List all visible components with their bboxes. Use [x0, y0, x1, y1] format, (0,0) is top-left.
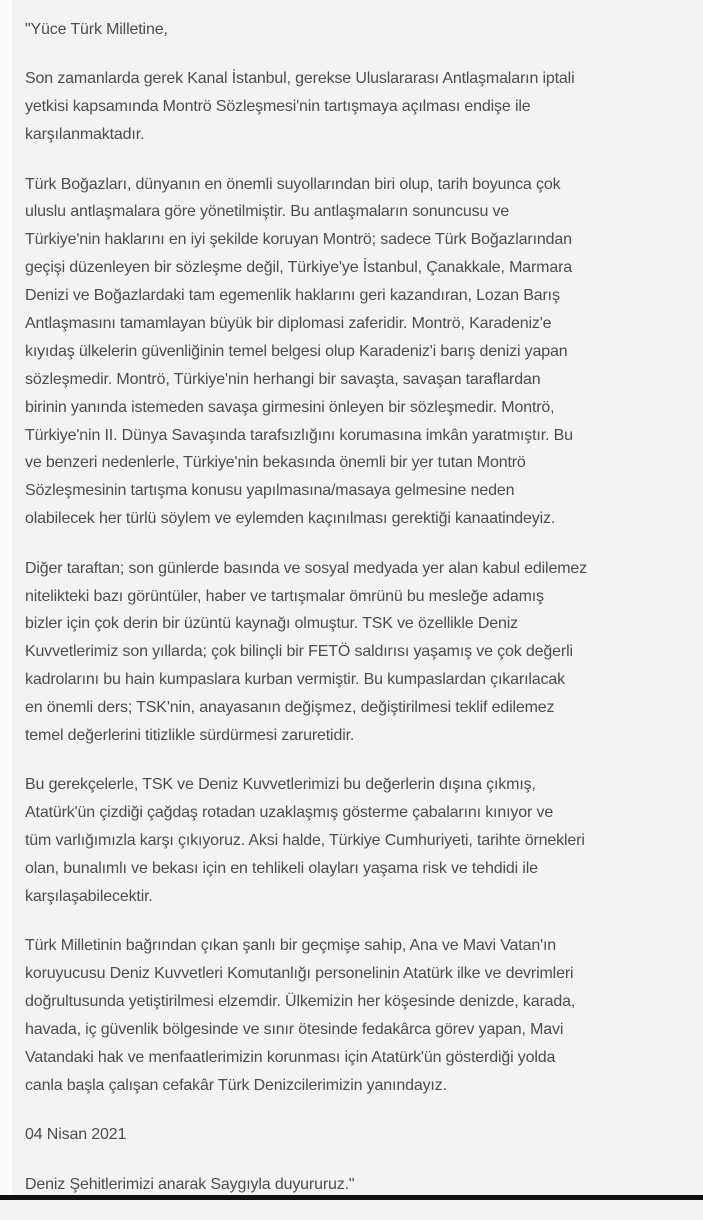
date	[25, 1121, 703, 1149]
text-line: sözleşmedir. Montrö, Türkiye'nin herhangi bir savaşta, savaşan taraflardan	[25, 370, 541, 388]
text-line: olan, bunalımlı ve bekası için en tehlikeli olayları yaşama risk ve tehdidi ile	[25, 860, 538, 878]
text-line: birinin yanında istemeden savaşa girmesini önleyen bir sözleşmedir. Montrö,	[25, 398, 555, 416]
paragraph	[25, 555, 703, 750]
paragraph	[25, 771, 703, 910]
text-line: bizler için çok derin bir üzüntü kaynağı olmuştur. TSK ve özellikle Deniz	[25, 615, 518, 633]
bottom-bar	[0, 1195, 703, 1200]
paragraph	[25, 932, 703, 1099]
text-line: "Yüce Türk Milletine,	[25, 21, 168, 38]
paragraph	[25, 65, 703, 149]
text-line: yetkisi kapsamında Montrö Sözleşmesi'nin tartışmaya açılması endişe ile	[25, 98, 531, 116]
text-line: karşılaşabilecektir.	[25, 887, 153, 905]
text-line: temel değerlerini titizlikle sürdürmesi zaruretidir.	[25, 726, 355, 744]
text-line: uluslu antlaşmalara göre yönetilmiştir. Bu antlaşmaların sonuncusu ve	[25, 203, 510, 221]
text-line: karşılanmaktadır.	[25, 126, 145, 144]
text-line: Türk Boğazları, dünyanın en önemli suyollarından biri olup, tarih boyunca çok	[25, 175, 561, 193]
text-line: kıyıdaş ülkelerin güvenliğinin temel belgesi olup Karadeniz'i barış denizi yapan	[25, 342, 568, 360]
text-line: Kuvvetlerimiz son yıllarda; çok bilinçli bir FETÖ saldırısı yaşamış ve çok değerli	[25, 643, 573, 661]
text-line: ve benzeri nedenlerle, Türkiye'nin bekasında önemli bir yer tutan Montrö	[25, 454, 526, 472]
text-line: Türk Milletinin bağrından çıkan şanlı bir geçmişe sahip, Ana ve Mavi Vatan'ın	[25, 937, 557, 955]
text-line: kadrolarını bu hain kumpaslara kurban vermiştir. Bu kumpaslardan çıkarılacak	[25, 671, 565, 689]
text-line: Denizi ve Boğazlardaki tam egemenlik haklarını geri kazandıran, Lozan Barış	[25, 287, 560, 305]
text-line: geçişi düzenleyen bir sözleşme değil, Türkiye'ye İstanbul, Çanakkale, Marmara	[25, 259, 573, 277]
text-line: Diğer taraftan; son günlerde basında ve sosyal medyada yer alan kabul edilemez	[25, 559, 587, 577]
text-line: canla başla çalışan cefakâr Türk Denizcilerimizin yanındayız.	[25, 1076, 447, 1094]
text-line: Antlaşmasını tamamlayan büyük bir diplomasi zaferidir. Montrö, Karadeniz'e	[25, 315, 552, 333]
text-line: havada, iç güvenlik bölgesinde ve sınır ötesinde fedakârca görev yapan, Mavi	[25, 1021, 564, 1038]
text-line: Son zamanlarda gerek Kanal İstanbul, gerekse Uluslararası Antlaşmaların iptali	[25, 70, 575, 88]
text-line: 04 Nisan 2021	[25, 1126, 127, 1144]
text-line: olabilecek her türlü söylem ve eylemden kaçınılması gerektiği kanaatindeyiz.	[25, 510, 556, 528]
text-line: Sözleşmesinin tartışma konusu yapılmasına/masaya gelmesine neden	[25, 482, 515, 500]
salutation	[25, 16, 703, 44]
document-body	[25, 16, 703, 1220]
text-line: Vatandaki hak ve menfaatlerimizin korunması için Atatürk'ün gösterdiği yolda	[25, 1048, 556, 1066]
text-line: koruyucusu Deniz Kuvvetleri Komutanlığı personelinin Atatürk ilke ve devrimleri	[25, 965, 574, 983]
page-margin	[0, 0, 12, 1195]
text-line: Bu gerekçelerle, TSK ve Deniz Kuvvetlerimizi bu değerlerin dışına çıkmış,	[25, 776, 536, 794]
text-line: Türkiye'nin II. Dünya Savaşında tarafsızlığını korumasına imkân yaratmıştır. Bu	[25, 426, 573, 444]
paragraph	[25, 171, 703, 534]
text-line: Deniz Şehitlerimizi anarak Saygıyla duyururuz."	[25, 1175, 355, 1193]
text-line: tüm varlığımızla karşı çıkıyoruz. Aksi halde, Türkiye Cumhuriyeti, tarihte örnekleri	[25, 832, 585, 850]
text-line: Atatürk'ün çizdiği çağdaş rotadan uzaklaşmış gösterme çabalarını kınıyor ve	[25, 804, 554, 822]
text-line: en önemli ders; TSK'nin, anayasanın değişmez, değiştirilmesi teklif edilemez	[25, 699, 555, 717]
text-line: nitelikteki bazı görüntüler, haber ve tartışmalar ömrünü bu mesleğe adamış	[25, 587, 544, 605]
text-line: Türkiye'nin haklarını en iyi şekilde koruyan Montrö; sadece Türk Boğazlarından	[25, 231, 572, 249]
text-line: doğrultusunda yetiştirilmesi elzemdir. Ülkemizin her köşesinde denizde, karada,	[25, 993, 576, 1011]
